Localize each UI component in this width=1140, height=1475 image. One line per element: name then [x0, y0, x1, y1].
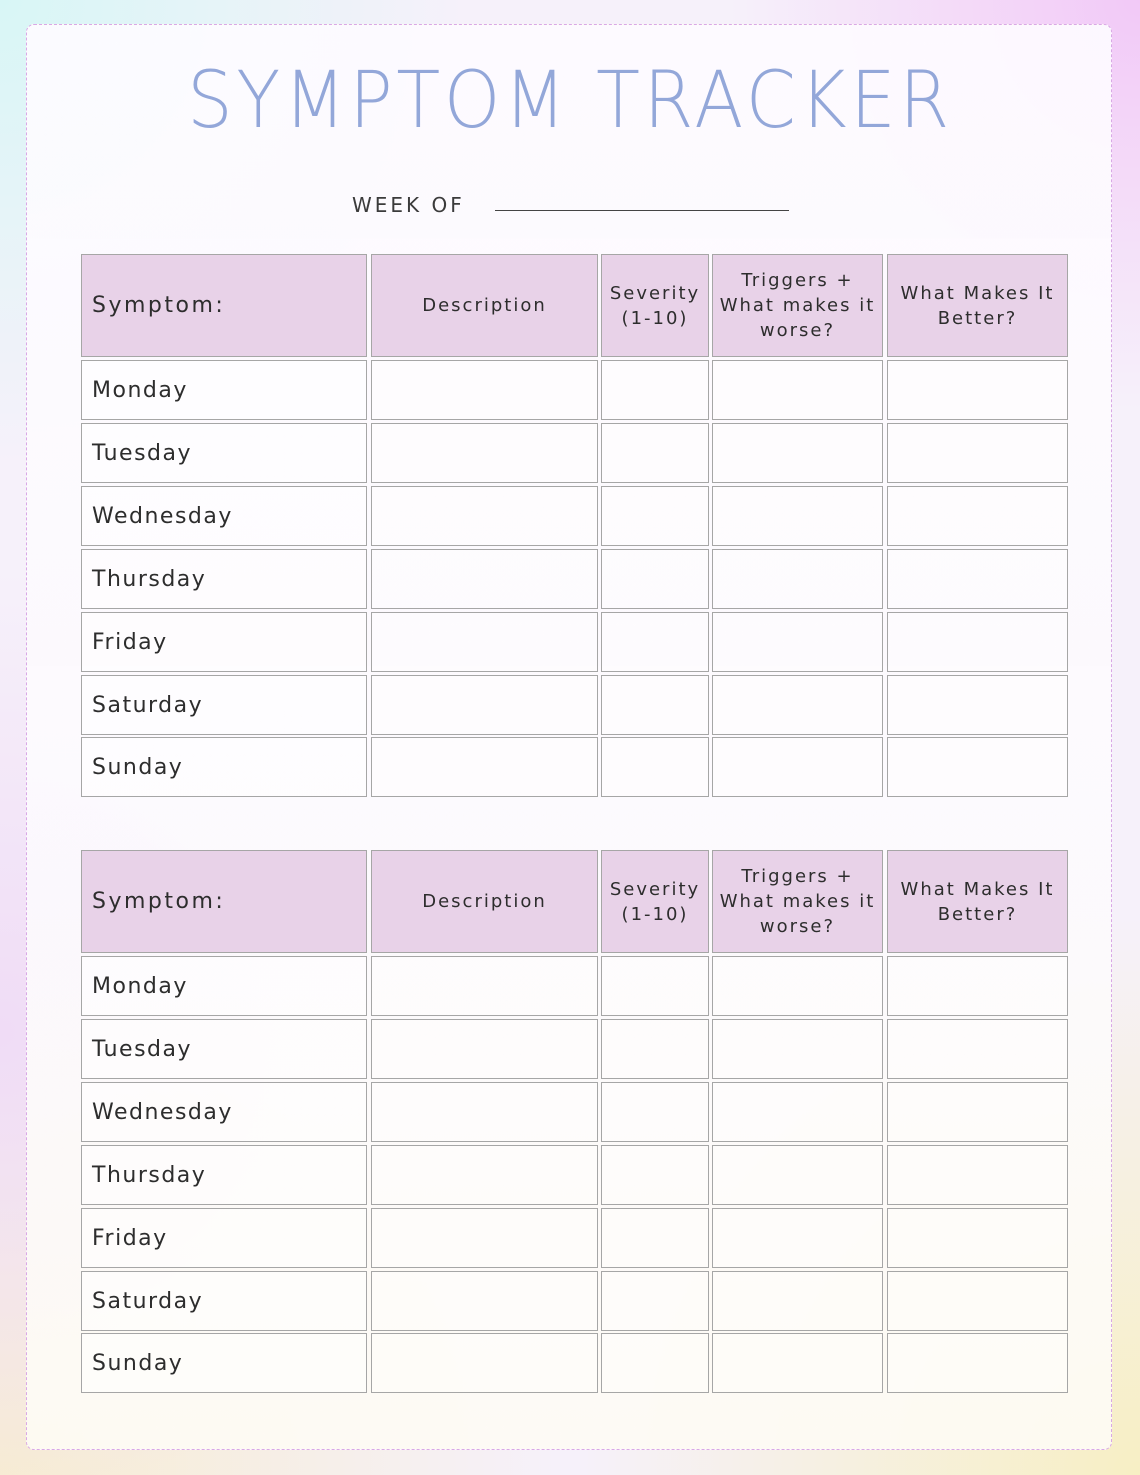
row-day-label: Thursday [81, 1145, 367, 1205]
row-day-label: Saturday [81, 1271, 367, 1331]
header-label: What Makes It Better? [900, 282, 1055, 329]
row-day-label: Tuesday [81, 423, 367, 483]
header-label: Description [422, 295, 547, 316]
header-cell-1 [81, 850, 367, 953]
week-of-line[interactable] [495, 210, 789, 211]
entry-cell[interactable] [371, 1082, 598, 1142]
entry-cell[interactable] [712, 486, 883, 546]
entry-cell[interactable] [371, 549, 598, 609]
entry-cell[interactable] [601, 612, 709, 672]
header-cell-2 [371, 254, 598, 357]
entry-cell[interactable] [887, 1271, 1068, 1331]
entry-cell[interactable] [371, 1145, 598, 1205]
entry-cell[interactable] [371, 360, 598, 420]
entry-cell[interactable] [712, 737, 883, 797]
entry-cell[interactable] [712, 360, 883, 420]
entry-cell[interactable] [712, 1082, 883, 1142]
entry-cell[interactable] [887, 1333, 1068, 1393]
row-day-label: Friday [81, 612, 367, 672]
entry-cell[interactable] [887, 486, 1068, 546]
entry-cell[interactable] [712, 1145, 883, 1205]
entry-cell[interactable] [601, 1333, 709, 1393]
entry-cell[interactable] [712, 1019, 883, 1079]
entry-cell[interactable] [712, 675, 883, 735]
row-day-label: Thursday [81, 549, 367, 609]
entry-cell[interactable] [887, 612, 1068, 672]
header-cell-3 [601, 850, 709, 953]
header-cell-3 [601, 254, 709, 357]
entry-cell[interactable] [712, 956, 883, 1016]
row-day-label: Friday [81, 1208, 367, 1268]
entry-cell[interactable] [601, 1271, 709, 1331]
entry-cell[interactable] [887, 1019, 1068, 1079]
row-day-label: Saturday [81, 675, 367, 735]
header-label: Symptom: [92, 293, 226, 318]
entry-cell[interactable] [601, 675, 709, 735]
entry-cell[interactable] [601, 486, 709, 546]
entry-cell[interactable] [887, 1208, 1068, 1268]
header-cell-2 [371, 850, 598, 953]
entry-cell[interactable] [712, 1271, 883, 1331]
header-cell-1 [81, 254, 367, 357]
header-cell-5 [887, 254, 1068, 357]
entry-cell[interactable] [601, 956, 709, 1016]
entry-cell[interactable] [371, 486, 598, 546]
row-day-label: Wednesday [81, 1082, 367, 1142]
entry-cell[interactable] [887, 675, 1068, 735]
entry-cell[interactable] [601, 549, 709, 609]
entry-cell[interactable] [601, 1019, 709, 1079]
entry-cell[interactable] [371, 1271, 598, 1331]
entry-cell[interactable] [887, 956, 1068, 1016]
entry-cell[interactable] [601, 423, 709, 483]
entry-cell[interactable] [371, 612, 598, 672]
entry-cell[interactable] [371, 675, 598, 735]
header-label: Severity (1-10) [609, 878, 701, 925]
entry-cell[interactable] [601, 360, 709, 420]
page-title: SYMPTOM TRACKER [187, 56, 953, 146]
header-label: Symptom: [92, 889, 226, 914]
row-day-label: Tuesday [81, 1019, 367, 1079]
entry-cell[interactable] [887, 1082, 1068, 1142]
entry-cell[interactable] [887, 423, 1068, 483]
entry-cell[interactable] [601, 1208, 709, 1268]
row-day-label: Monday [81, 360, 367, 420]
row-day-label: Wednesday [81, 486, 367, 546]
entry-cell[interactable] [712, 423, 883, 483]
row-day-label: Monday [81, 956, 367, 1016]
row-day-label: Sunday [81, 737, 367, 797]
header-label: Triggers + What makes it worse? [719, 270, 876, 341]
row-day-label: Sunday [81, 1333, 367, 1393]
header-cell-4 [712, 254, 883, 357]
header-cell-5 [887, 850, 1068, 953]
header-label: Triggers + What makes it worse? [719, 866, 876, 937]
entry-cell[interactable] [601, 737, 709, 797]
entry-cell[interactable] [712, 1333, 883, 1393]
entry-cell[interactable] [371, 423, 598, 483]
entry-cell[interactable] [371, 737, 598, 797]
entry-cell[interactable] [887, 737, 1068, 797]
entry-cell[interactable] [601, 1145, 709, 1205]
entry-cell[interactable] [371, 1208, 598, 1268]
header-label: What Makes It Better? [900, 878, 1055, 925]
week-of-label: WEEK OF [352, 193, 465, 217]
header-label: Description [422, 891, 547, 912]
entry-cell[interactable] [712, 612, 883, 672]
entry-cell[interactable] [887, 549, 1068, 609]
header-cell-4 [712, 850, 883, 953]
entry-cell[interactable] [371, 1333, 598, 1393]
entry-cell[interactable] [887, 1145, 1068, 1205]
entry-cell[interactable] [371, 956, 598, 1016]
entry-cell[interactable] [371, 1019, 598, 1079]
entry-cell[interactable] [887, 360, 1068, 420]
header-label: Severity (1-10) [609, 282, 701, 329]
entry-cell[interactable] [712, 1208, 883, 1268]
entry-cell[interactable] [601, 1082, 709, 1142]
entry-cell[interactable] [712, 549, 883, 609]
